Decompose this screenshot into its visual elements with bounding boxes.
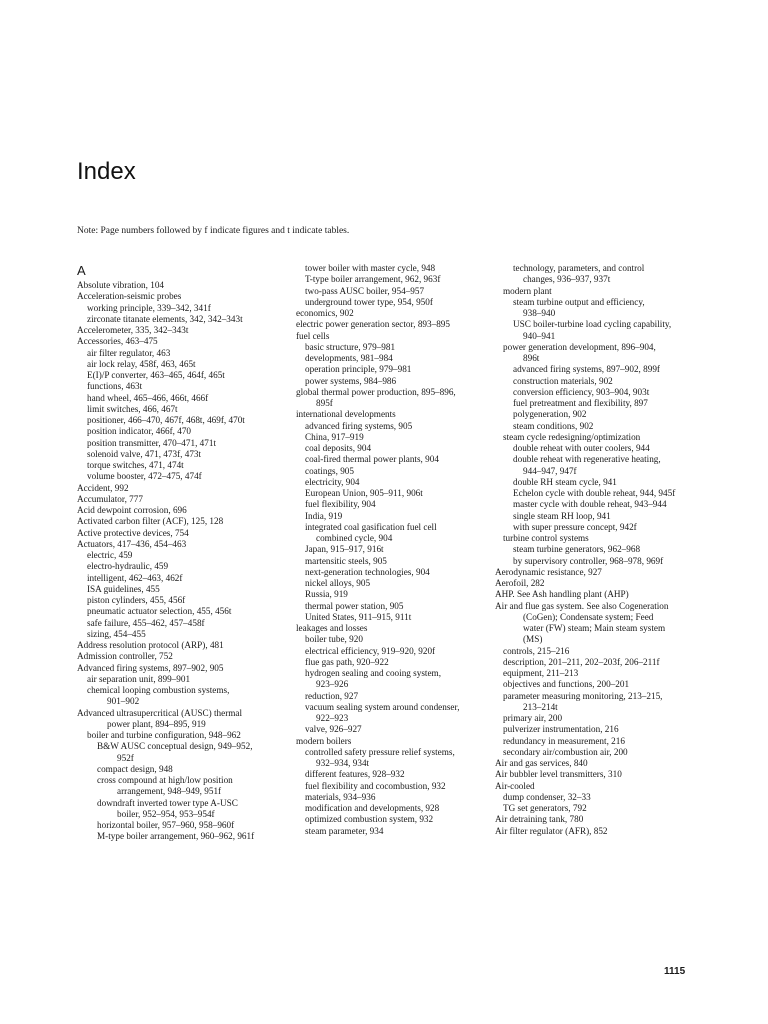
index-entry: piston cylinders, 455, 456f — [87, 595, 186, 605]
index-entry: 940–941 — [523, 330, 556, 341]
index-entry: developments, 981–984 — [305, 353, 393, 363]
index-entry: B&W AUSC conceptual design, 949–952, — [97, 741, 253, 752]
index-entry: Echelon cycle with double reheat, 944, 945f — [513, 488, 676, 498]
index-entry: boiler and turbine configuration, 948–962 — [87, 730, 241, 740]
index-entry: reduction, 927 — [305, 690, 359, 701]
index-entry: 896t — [523, 353, 540, 363]
index-entry: tower boiler with master cycle, 948 — [305, 263, 436, 273]
index-entry: (MS) — [523, 634, 543, 645]
index-entry: global thermal power production, 895–896, — [296, 386, 456, 397]
index-entry: electrical efficiency, 919–920, 920f — [305, 645, 436, 656]
index-entry: modification and developments, 928 — [305, 803, 440, 813]
index-entry: controls, 215–216 — [503, 645, 570, 656]
index-entry: hydrogen sealing and cooing system, — [305, 668, 442, 678]
index-entry: fuel pretreatment and flexibility, 897 — [513, 398, 648, 408]
index-entry: economics, 902 — [296, 308, 354, 318]
index-entry: European Union, 905–911, 906t — [305, 488, 423, 498]
index-entry: (CoGen); Condensate system; Feed — [523, 611, 654, 622]
index-entry: two-pass AUSC boiler, 954–957 — [305, 285, 425, 296]
index-entry: Air and gas services, 840 — [495, 758, 588, 768]
index-entry: safe failure, 455–462, 457–458f — [87, 617, 205, 628]
index-entry: boiler, 952–954, 953–954f — [117, 808, 215, 819]
index-entry: advanced firing systems, 897–902, 899f — [513, 364, 660, 375]
index-entry: 895f — [316, 398, 333, 408]
index-entry: arrangement, 948–949, 951f — [117, 786, 222, 797]
index-entry: Air filter regulator (AFR), 852 — [495, 825, 608, 836]
index-entry: 944–947, 947f — [523, 465, 577, 476]
index-entry: Air detraining tank, 780 — [495, 814, 584, 825]
index-entry: working principle, 339–342, 341f — [87, 302, 211, 313]
index-entry: Active protective devices, 754 — [77, 527, 189, 538]
index-entry: optimized combustion system, 932 — [305, 814, 434, 825]
index-entry: fuel cells — [296, 330, 330, 341]
index-entry: hand wheel, 465–466, 466t, 466f — [87, 392, 209, 403]
index-entry: equipment, 211–213 — [503, 668, 579, 678]
index-entry: coal-fired thermal power plants, 904 — [305, 454, 439, 465]
index-entry: T-type boiler arrangement, 962, 963f — [305, 274, 441, 285]
index-entry: USC boiler-turbine load cycling capability, — [513, 319, 672, 330]
index-entry: leakages and losses — [296, 623, 368, 633]
index-entry: Air-cooled — [495, 780, 535, 791]
index-entry: 923–926 — [316, 679, 349, 690]
index-entry: air separation unit, 899–901 — [87, 673, 191, 684]
index-entry: Accessories, 463–475 — [77, 336, 158, 347]
index-entry: master cycle with double reheat, 943–944 — [513, 499, 667, 510]
index-entry: pneumatic actuator selection, 455, 456t — [87, 606, 232, 617]
index-entry: controlled safety pressure relief systems, — [305, 746, 455, 757]
index-entry: double reheat with regenerative heating, — [513, 454, 661, 465]
index-entry: horizontal boiler, 957–960, 958–960f — [97, 820, 235, 830]
index-entry: Activated carbon filter (ACF), 125, 128 — [77, 516, 224, 527]
index-entry: next-generation technologies, 904 — [305, 566, 430, 577]
index-entry: 922–923 — [316, 713, 349, 723]
index-entry: description, 201–211, 202–203f, 206–211f — [503, 656, 660, 667]
index-note: Note: Page numbers followed by f indicate figures and t indicate tables. — [77, 226, 350, 236]
index-entry: fuel flexibility and cocombustion, 932 — [305, 780, 446, 791]
index-entry: Advanced firing systems, 897–902, 905 — [77, 662, 224, 673]
index-entry: Address resolution protocol (ARP), 481 — [77, 640, 224, 650]
index-entry: steam conditions, 902 — [513, 420, 594, 431]
index-entry: martensitic steels, 905 — [305, 555, 387, 566]
index-entry: Accumulator, 777 — [77, 493, 143, 504]
index-entry: Actuators, 417–436, 454–463 — [77, 538, 187, 549]
index-entry: changes, 936–937, 937t — [523, 274, 611, 285]
index-entry: downdraft inverted tower type A-USC — [97, 797, 238, 808]
index-entry: Accelerometer, 335, 342–343t — [77, 325, 189, 335]
index-entry: turbine control systems — [503, 533, 589, 543]
index-entry: functions, 463t — [87, 381, 143, 392]
index-entry: steam cycle redesigning/optimization — [503, 431, 641, 442]
index-entry: air lock relay, 458f, 463, 465t — [87, 358, 196, 369]
section-letter: A — [77, 263, 86, 278]
index-entry: double reheat with outer coolers, 944 — [513, 443, 650, 453]
index-entry: vacuum sealing system around condenser, — [305, 701, 460, 712]
index-entry: Advanced ultrasupercritical (AUSC) thermal — [77, 707, 243, 718]
index-entry: volume booster, 472–475, 474f — [87, 471, 202, 482]
index-entry: redundancy in measurement, 216 — [503, 735, 625, 746]
index-entry: Air bubbler level transmitters, 310 — [495, 769, 622, 780]
index-entry: Accident, 992 — [77, 482, 129, 493]
index-entry: sizing, 454–455 — [87, 628, 146, 639]
page-number: 1115 — [664, 966, 686, 977]
index-entry: electro-hydraulic, 459 — [87, 561, 169, 572]
index-entry: boiler tube, 920 — [305, 634, 363, 645]
index-entry: intelligent, 462–463, 462f — [87, 572, 183, 583]
index-entry: modern boilers — [296, 735, 352, 746]
index-entry: fuel flexibility, 904 — [305, 499, 376, 510]
index-entry: integrated coal gasification fuel cell — [305, 521, 437, 532]
index-entry: Japan, 915–917, 916t — [305, 544, 384, 555]
index-entry: power systems, 984–986 — [305, 375, 397, 386]
index-entry: steam turbine output and efficiency, — [513, 296, 645, 307]
index-entry: parameter measuring monitoring, 213–215, — [503, 690, 663, 701]
index-entry: China, 917–919 — [305, 431, 364, 442]
index-entry: cross compound at high/low position — [97, 775, 233, 785]
index-entry: by supervisory controller, 968–978, 969f — [513, 555, 664, 566]
index-entry: power generation development, 896–904, — [503, 341, 656, 352]
index-entry: technology, parameters, and control — [513, 263, 645, 273]
index-entry: basic structure, 979–981 — [305, 341, 396, 352]
index-column-3 — [495, 263, 695, 837]
index-entry: with super pressure concept, 942f — [513, 521, 637, 532]
index-column-2 — [296, 263, 486, 837]
index-entry: coal deposits, 904 — [305, 443, 372, 453]
index-entry: solenoid valve, 471, 473f, 473t — [87, 448, 202, 459]
index-entry: E(I)/P converter, 463–465, 464f, 465t — [87, 370, 225, 380]
index-entry: Absolute vibration, 104 — [77, 280, 165, 290]
index-entry: 932–934, 934t — [316, 758, 370, 768]
index-entry: torque switches, 471, 474t — [87, 460, 184, 470]
index-entry: electric power generation sector, 893–895 — [296, 319, 450, 330]
index-entry: ISA guidelines, 455 — [87, 583, 160, 594]
index-entry: different features, 928–932 — [305, 769, 405, 780]
index-entry: 213–214t — [523, 701, 558, 712]
index-entry: 952f — [117, 752, 134, 763]
index-entry: nickel alloys, 905 — [305, 578, 371, 588]
index-entry: Aerofoil, 282 — [495, 578, 545, 588]
index-entry: 901–902 — [107, 696, 140, 707]
index-entry: flue gas path, 920–922 — [305, 656, 389, 667]
index-entry: electric, 459 — [87, 550, 133, 560]
index-entry: 938–940 — [523, 308, 556, 318]
index-entry: Aerodynamic resistance, 927 — [495, 566, 602, 577]
index-entry: modern plant — [503, 285, 552, 296]
index-entry: AHP. See Ash handling plant (AHP) — [495, 589, 629, 600]
index-column-1 — [77, 263, 287, 843]
index-entry: Russia, 919 — [305, 589, 348, 600]
index-entry: India, 919 — [305, 510, 343, 521]
index-entry: limit switches, 466, 467t — [87, 403, 178, 414]
index-entry: coatings, 905 — [305, 465, 354, 476]
index-entry: dump condenser, 32–33 — [503, 791, 591, 802]
index-entry: secondary air/combustion air, 200 — [503, 746, 628, 757]
index-entry: steam turbine generators, 962–968 — [513, 544, 641, 555]
index-entry: chemical looping combustion systems, — [87, 685, 230, 695]
index-entry: international developments — [296, 409, 396, 420]
index-entry: objectives and functions, 200–201 — [503, 679, 630, 690]
index-entry: Air and flue gas system. See also Cogeneration — [495, 600, 669, 611]
index-entry: polygeneration, 902 — [513, 409, 587, 420]
index-entry: advanced firing systems, 905 — [305, 420, 413, 431]
index-entry: valve, 926–927 — [305, 724, 362, 735]
index-entry: compact design, 948 — [97, 763, 173, 774]
index-entry: pulverizer instrumentation, 216 — [503, 724, 619, 735]
index-entry: zirconate titanate elements, 342, 342–343t — [87, 313, 243, 324]
index-entry: operation principle, 979–981 — [305, 364, 412, 375]
index-entry: electricity, 904 — [305, 476, 360, 487]
index-entry: water (FW) steam; Main steam system — [523, 623, 666, 633]
index-entry: Acceleration-seismic probes — [77, 291, 182, 302]
index-entry: M-type boiler arrangement, 960–962, 961f — [97, 831, 255, 842]
index-entry: construction materials, 902 — [513, 375, 613, 386]
index-entry: TG set generators, 792 — [503, 803, 587, 813]
index-entry: Acid dewpoint corrosion, 696 — [77, 505, 187, 515]
index-entry: conversion efficiency, 903–904, 903t — [513, 386, 650, 397]
index-entry: position indicator, 466f, 470 — [87, 426, 192, 437]
index-entry: thermal power station, 905 — [305, 600, 404, 611]
index-entry: materials, 934–936 — [305, 791, 376, 802]
index-entry: positioner, 466–470, 467f, 468t, 469f, 470t — [87, 415, 245, 425]
index-entry: single steam RH loop, 941 — [513, 510, 611, 521]
index-entry: underground tower type, 954, 950f — [305, 296, 433, 307]
index-entry: steam parameter, 934 — [305, 825, 384, 836]
page-title: Index — [77, 158, 136, 185]
index-entry: double RH steam cycle, 941 — [513, 476, 617, 487]
index-entry: air filter regulator, 463 — [87, 347, 171, 358]
index-entry: United States, 911–915, 911t — [305, 611, 412, 622]
index-entry: Admission controller, 752 — [77, 651, 173, 662]
index-entry: power plant, 894–895, 919 — [107, 718, 206, 729]
index-entry: primary air, 200 — [503, 713, 563, 723]
index-entry: combined cycle, 904 — [316, 533, 393, 543]
index-entry: position transmitter, 470–471, 471t — [87, 437, 217, 448]
